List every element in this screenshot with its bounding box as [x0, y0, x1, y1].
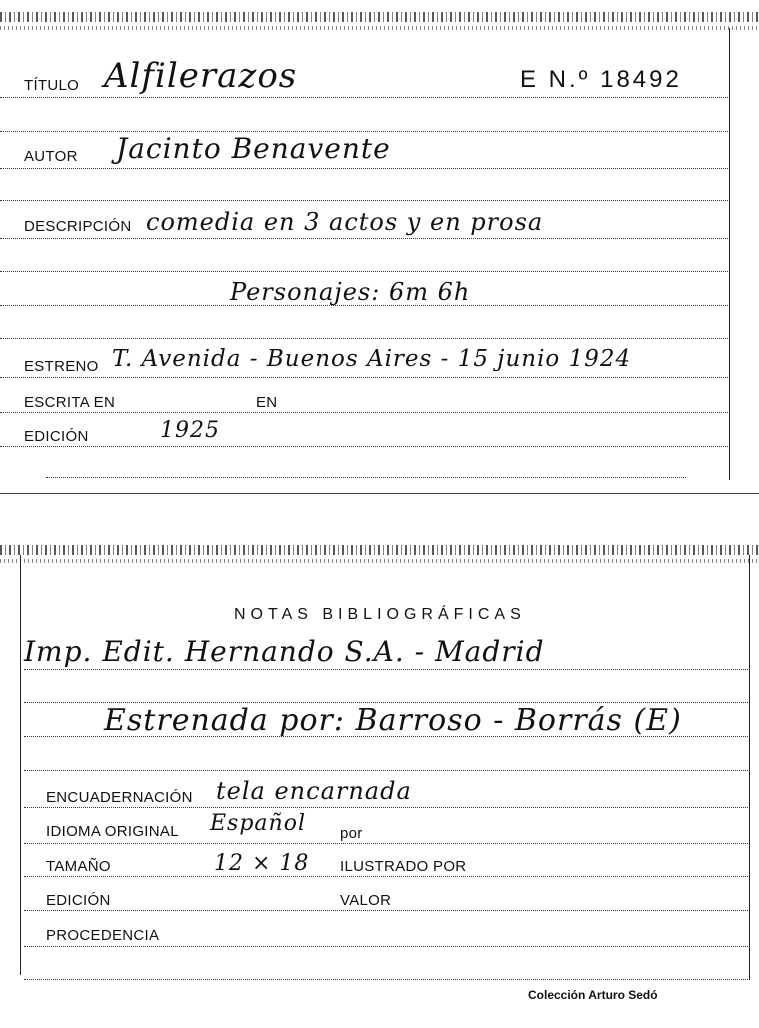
titulo-value: Alfilerazos	[104, 56, 298, 96]
encuadernacion-label: ENCUADERNACIÓN	[46, 789, 193, 806]
autor-value: Jacinto Benavente	[116, 132, 391, 165]
descripcion-label: DESCRIPCIÓN	[24, 218, 132, 235]
rule-last-bottom	[24, 979, 748, 980]
notes-rule-3	[24, 736, 748, 737]
catalog-card-bottom	[0, 495, 759, 1028]
idioma-rule	[24, 843, 748, 844]
entry-number: E N.º 18492	[520, 66, 682, 93]
encuadernacion-value: tela encarnada	[216, 777, 412, 805]
procedencia-rule	[24, 946, 748, 947]
titulo-label: TÍTULO	[24, 77, 80, 94]
estreno-rule	[0, 377, 728, 378]
autor-label: AUTOR	[24, 148, 78, 165]
card-right-border	[729, 28, 730, 480]
notes-rule-1	[24, 669, 748, 670]
torn-edge-bottom-fringe	[0, 559, 759, 563]
torn-edge-bottom-card	[0, 545, 759, 555]
edicion-rule	[0, 446, 728, 447]
edicion-label: EDICIÓN	[24, 428, 89, 445]
notes-rule-4	[24, 770, 748, 771]
card-left-border	[20, 555, 21, 975]
rule-4	[0, 200, 728, 201]
escrita-rule	[0, 412, 728, 413]
torn-edge-top	[0, 12, 759, 22]
procedencia-label: PROCEDENCIA	[46, 927, 160, 944]
ilustrado-label: ILUSTRADO POR	[340, 858, 467, 875]
notes-line-1: Imp. Edit. Hernando S.A. - Madrid	[24, 635, 545, 668]
titulo-rule	[0, 97, 728, 98]
idioma-value: Español	[210, 811, 306, 836]
tamano-rule	[24, 876, 748, 877]
rule-last-top	[46, 477, 686, 478]
notes-line-2: Estrenada por: Barroso - Borrás (E)	[104, 703, 682, 738]
descripcion-value-line2: Personajes: 6m 6h	[230, 278, 471, 306]
rule-7	[0, 305, 728, 306]
descripcion-rule	[0, 238, 728, 239]
rule-6	[0, 271, 728, 272]
catalog-card-top	[0, 0, 759, 495]
idioma-label: IDIOMA ORIGINAL	[46, 823, 179, 840]
estreno-label: ESTRENO	[24, 358, 99, 375]
torn-edge-top-fringe	[0, 26, 759, 30]
encuadernacion-rule	[24, 807, 748, 808]
card-right-border-b	[749, 555, 750, 980]
descripcion-value: comedia en 3 actos y en prosa	[146, 208, 544, 236]
autor-rule	[0, 168, 728, 169]
collection-footer: Colección Arturo Sedó	[528, 988, 658, 1002]
edicion-value: 1925	[160, 418, 220, 443]
en-label: EN	[256, 394, 278, 411]
por-label: por	[340, 825, 363, 842]
notas-heading: NOTAS BIBLIOGRÁFICAS	[234, 606, 526, 623]
scan-divider	[0, 493, 759, 494]
tamano-value: 12 × 18	[214, 851, 310, 876]
edicion-b-label: EDICIÓN	[46, 892, 111, 909]
tamano-label: TAMAÑO	[46, 858, 111, 875]
estreno-value: T. Avenida - Buenos Aires - 15 junio 1924	[112, 346, 632, 372]
rule-8	[0, 338, 728, 339]
escrita-en-label: ESCRITA EN	[24, 394, 116, 411]
edicion-b-rule	[24, 910, 748, 911]
valor-label: VALOR	[340, 892, 392, 909]
